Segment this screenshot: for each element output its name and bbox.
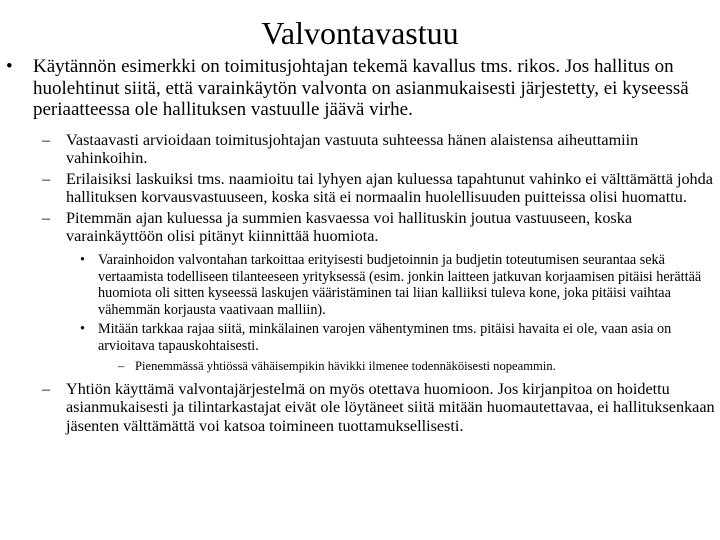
bullet-level3 [80,321,716,355]
bullet-text: Käytännön esimerkki on toimitusjohtajan tekemä kavallus tms. rikos. Jos hallitus on huolehtinut siitä, että varainkäytön valvonta on asianmukaisesti järjestetty, ei kyseessä periaatteessa ole hallituksen vastuulle jäävä virhe. [33,56,689,120]
bullet-marker: • [80,321,85,338]
bullet-text: Yhtiön käyttämä valvontajärjestelmä on myös otettava huomioon. Jos kirjanpitoa on hoidettu asianmukaisesti ja tilintarkastajat eivät ole löytäneet siitä mitään huomautettavaa, ei hallituksenkaan jäsenten välttämättä voi katsoa toimineen tuottamuksellisesti. [66,379,715,435]
bullet-level2 [42,130,716,168]
dash-marker: – [42,208,51,227]
bullet-marker: • [80,252,85,269]
bullet-text: Varainhoidon valvontahan tarkoittaa erityisesti budjetoinnin ja budjetin toteutumisen seurantaa sekä vertaamista todelliseen tilanteeseen yrityksessä (esim. jonkin laitteen jatkuvan korjaamisen pitäisi herättää huomiota oli sitten kyseessä laskujen vääristäminen tai liian kalliiksi tuleva kone, joka pitäisi vaihtaa vähemmän korjausta vaativaan malliin). [98,252,702,318]
slide-title: Valvontavastuu [261,15,459,51]
dash-marker: – [42,130,51,149]
bullet-text: Pienemmässä yhtiössä vähäisempikin hävikki ilmenee todennäköisesti nopeammin. [135,358,556,373]
bullet-text: Pitemmän ajan kuluessa ja summien kasvaessa voi hallituskin joutua vastuuseen, koska varainkäyttöön olisi pitänyt kiinnittää huomiota. [66,208,633,246]
bullet-text: Erilaisiksi laskuiksi tms. naamioitu tai lyhyen ajan kuluessa tapahtunut vahinko ei välttämättä johda hallituksen korvausvastuuseen, koska sitä ei normaalin huolellisuuden puitteissa olisi huomattu. [66,169,713,207]
bullet-text: Mitään tarkkaa rajaa siitä, minkälainen varojen vähentyminen tms. pitäisi havaita ei ole, vaan asia on arvioitava tapauskohtaisesti. [98,321,672,355]
dash-marker: – [42,379,51,398]
bullet-level2 [42,379,716,436]
bullet-level3 [80,252,716,318]
slide-body [0,56,720,435]
bullet-level4 [118,358,715,374]
bullet-text: Vastaavasti arvioidaan toimitusjohtajan vastuuta suhteessa hänen alaistensa aiheuttamiin vahinkoihin. [66,130,639,168]
dash-marker: – [118,358,125,373]
dash-marker: – [42,169,51,188]
bullet-level2 [42,208,716,246]
bullet-level1 [6,56,713,121]
bullet-marker: • [6,56,13,77]
bullet-level2 [42,169,716,207]
